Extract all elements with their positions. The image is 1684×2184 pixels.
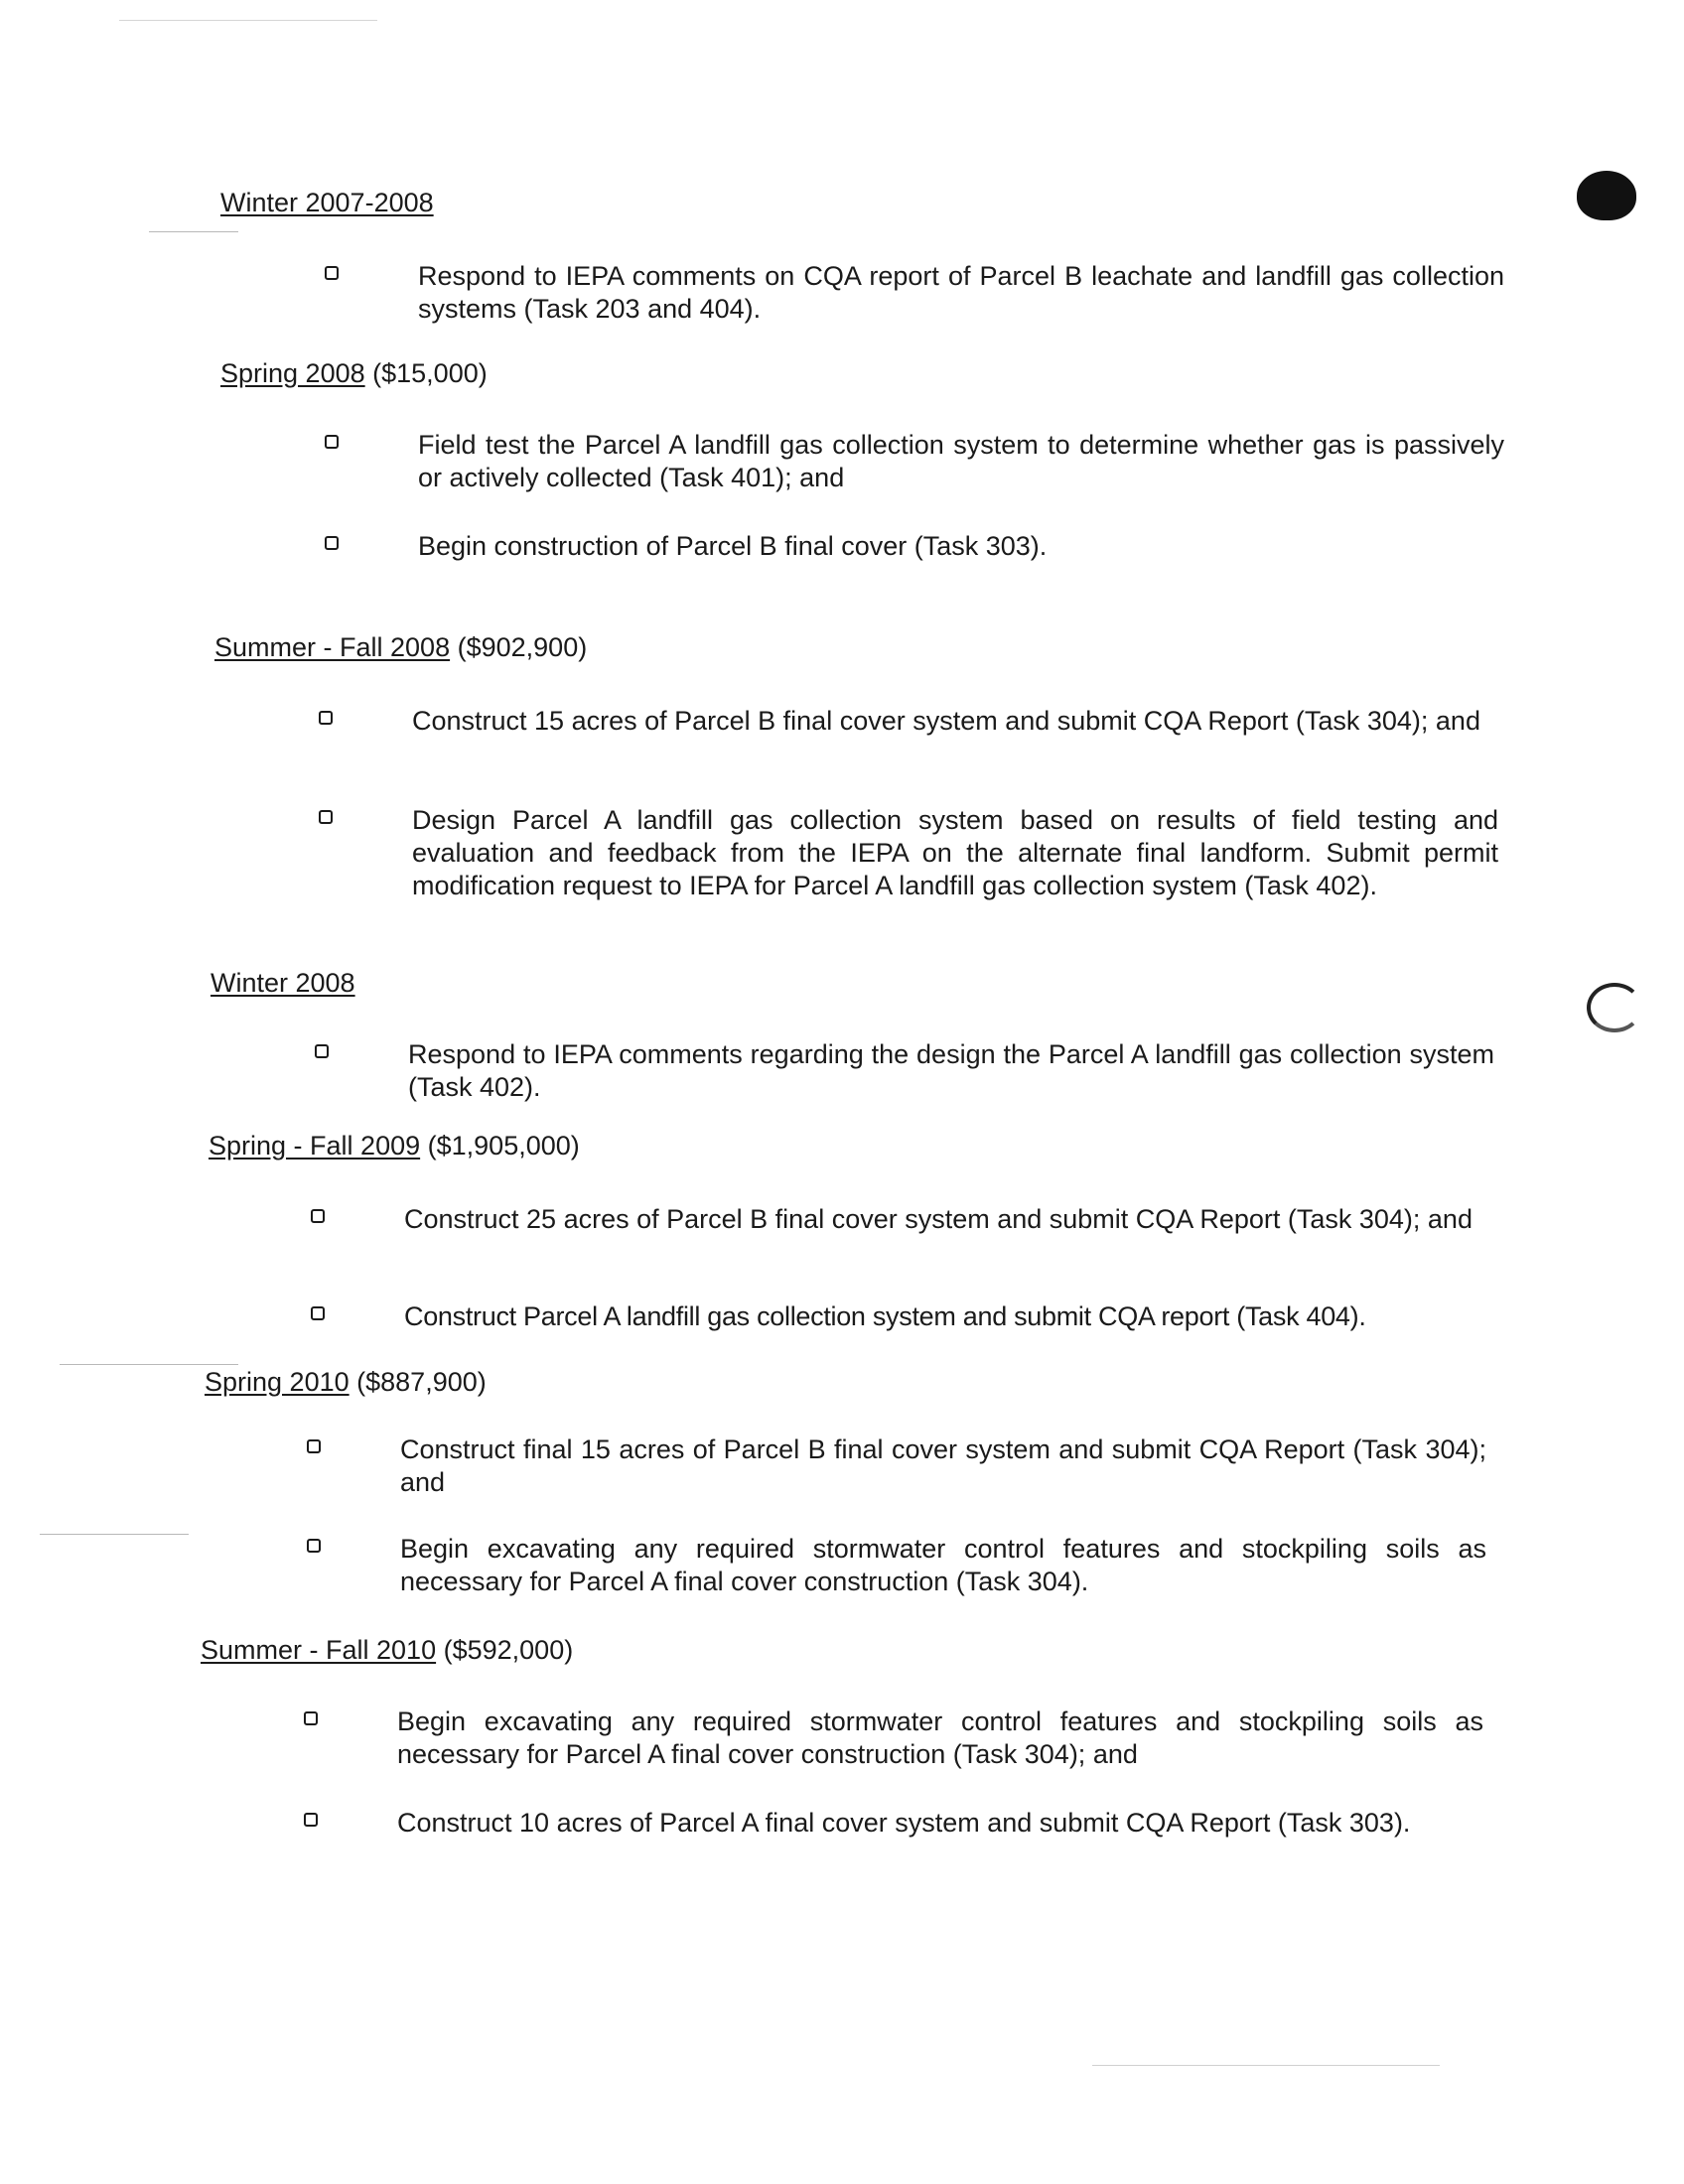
- item-text: Construct 10 acres of Parcel A final cover system and submit CQA Report (Task 303).: [397, 1808, 1411, 1838]
- item-text: Construct Parcel A landfill gas collection system and submit CQA report (Task 404).: [404, 1301, 1366, 1331]
- checkbox-bullet-icon: [325, 435, 339, 449]
- checkbox-bullet-icon: [307, 1439, 321, 1453]
- section-amount: ($902,900): [457, 632, 588, 662]
- section-heading: [205, 1366, 1495, 1398]
- section-period: Winter 2007-2008: [220, 188, 434, 217]
- scan-noise: [60, 1364, 238, 1365]
- checkbox-bullet-icon: [325, 536, 339, 550]
- item-text: Begin excavating any required stormwater control features and stockpiling soils as necessary for Parcel A final cover construction (Task 304); and: [397, 1706, 1483, 1769]
- section-period: Spring - Fall 2009: [209, 1131, 421, 1160]
- checkbox-bullet-icon: [304, 1711, 318, 1725]
- section-period: Summer - Fall 2008: [214, 632, 451, 662]
- scan-noise: [149, 231, 238, 232]
- item-text: Respond to IEPA comments regarding the design the Parcel A landfill gas collection system (Task 402).: [408, 1039, 1494, 1102]
- item-text: Field test the Parcel A landfill gas collection system to determine whether gas is passively or actively collected (Task 401); and: [418, 430, 1504, 492]
- section-heading: [220, 187, 1511, 218]
- section-heading: [220, 357, 1511, 389]
- checkbox-bullet-icon: [325, 266, 339, 280]
- checkbox-bullet-icon: [304, 1813, 318, 1827]
- section-amount: ($15,000): [372, 358, 488, 388]
- checkbox-bullet-icon: [307, 1539, 321, 1553]
- schedule-section: [220, 187, 1511, 218]
- checkbox-bullet-icon: [319, 810, 333, 824]
- scan-noise: [1092, 2065, 1440, 2066]
- section-heading: [209, 1130, 1499, 1161]
- item-text: Construct 25 acres of Parcel B final cover system and submit CQA Report (Task 304); and: [404, 1204, 1473, 1234]
- item-text: Construct final 15 acres of Parcel B final cover system and submit CQA Report (Task 304); and: [400, 1434, 1486, 1497]
- section-amount: ($887,900): [356, 1367, 487, 1397]
- section-heading: [201, 1634, 1491, 1666]
- item-text: Respond to IEPA comments on CQA report of Parcel B leachate and landfill gas collection systems (Task 203 and 404).: [418, 261, 1504, 324]
- section-period: Summer - Fall 2010: [201, 1635, 437, 1665]
- schedule-section: [210, 967, 1501, 999]
- section-period: Winter 2008: [210, 968, 355, 998]
- item-text: Design Parcel A landfill gas collection system based on results of field testing and evaluation and feedback from the IEPA on the alternate final landform. Submit permit modification request to IEPA for Parcel A landfill gas collection system (Task 402).: [412, 805, 1498, 900]
- scan-noise: [119, 20, 377, 21]
- schedule-section: [205, 1366, 1495, 1398]
- section-amount: ($592,000): [443, 1635, 574, 1665]
- punch-hole-middle: [1587, 983, 1642, 1032]
- checkbox-bullet-icon: [319, 711, 333, 725]
- item-text: Construct 15 acres of Parcel B final cover system and submit CQA Report (Task 304); and: [412, 706, 1480, 736]
- section-heading: [214, 631, 1505, 663]
- item-text: Begin construction of Parcel B final cover (Task 303).: [418, 531, 1048, 561]
- item-text: Begin excavating any required stormwater control features and stockpiling soils as necessary for Parcel A final cover construction (Task 304).: [400, 1534, 1486, 1596]
- section-period: Spring 2010: [205, 1367, 350, 1397]
- schedule-section: [209, 1130, 1499, 1161]
- schedule-section: [214, 631, 1505, 663]
- schedule-section: [201, 1634, 1491, 1666]
- section-amount: ($1,905,000): [427, 1131, 580, 1160]
- section-period: Spring 2008: [220, 358, 365, 388]
- punch-hole-top: [1577, 171, 1636, 220]
- section-heading: [210, 967, 1501, 999]
- checkbox-bullet-icon: [315, 1044, 329, 1058]
- checkbox-bullet-icon: [311, 1209, 325, 1223]
- checkbox-bullet-icon: [311, 1306, 325, 1320]
- schedule-section: [220, 357, 1511, 389]
- scan-noise: [40, 1534, 189, 1535]
